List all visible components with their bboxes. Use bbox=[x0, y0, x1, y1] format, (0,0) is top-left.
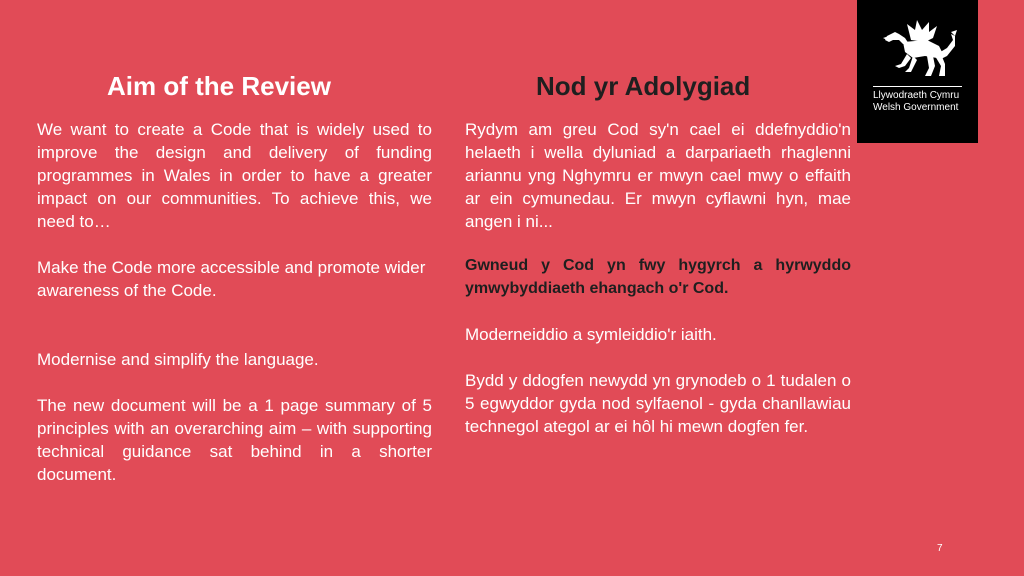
english-document-paragraph: The new document will be a 1 page summary of 5 principles with an overarching aim – with supporting technical guidance sat behind in a shorter document. bbox=[37, 396, 432, 484]
logo-welsh-name: Llywodraeth Cymru bbox=[873, 90, 960, 101]
english-column bbox=[37, 118, 432, 486]
welsh-title: Nod yr Adolygiad bbox=[536, 71, 751, 102]
welsh-accessibility-paragraph: Gwneud y Cod yn fwy hygyrch a hyrwyddo ymwybyddiaeth ehangach o'r Cod. bbox=[465, 257, 851, 297]
english-modernise-paragraph: Modernise and simplify the language. bbox=[37, 350, 319, 369]
logo-text bbox=[873, 90, 959, 114]
welsh-intro-paragraph: Rydym am greu Cod sy'n cael ei ddefnyddio'n helaeth i wella dyluniad a darpariaeth rhaglenni ariannu yng Nghymru er mwyn cael mwy o effaith ar ein cymunedau. Er mwyn cyflawni hyn, mae angen i ni... bbox=[465, 120, 851, 231]
welsh-modernise-paragraph: Moderneiddio a symleiddio'r iaith. bbox=[465, 325, 717, 344]
english-intro-paragraph: We want to create a Code that is widely used to improve the design and delivery of funding programmes in Wales in order to have a greater impact on our communities. To achieve this, we need to… bbox=[37, 120, 432, 231]
welsh-dragon-icon bbox=[877, 18, 957, 82]
logo-english-name: Welsh Government bbox=[873, 102, 959, 113]
english-accessibility-paragraph: Make the Code more accessible and promote wider awareness of the Code. bbox=[37, 258, 426, 300]
welsh-document-paragraph: Bydd y ddogfen newydd yn grynodeb o 1 tudalen o 5 egwyddor gyda nod sylfaenol - gyda chanllawiau technegol ategol ar ei hôl hi mewn dogfen fer. bbox=[465, 371, 851, 436]
english-title: Aim of the Review bbox=[107, 71, 331, 102]
page-number: 7 bbox=[937, 543, 943, 554]
welsh-column bbox=[465, 118, 851, 438]
logo-divider bbox=[873, 86, 962, 87]
welsh-government-logo bbox=[857, 0, 978, 143]
